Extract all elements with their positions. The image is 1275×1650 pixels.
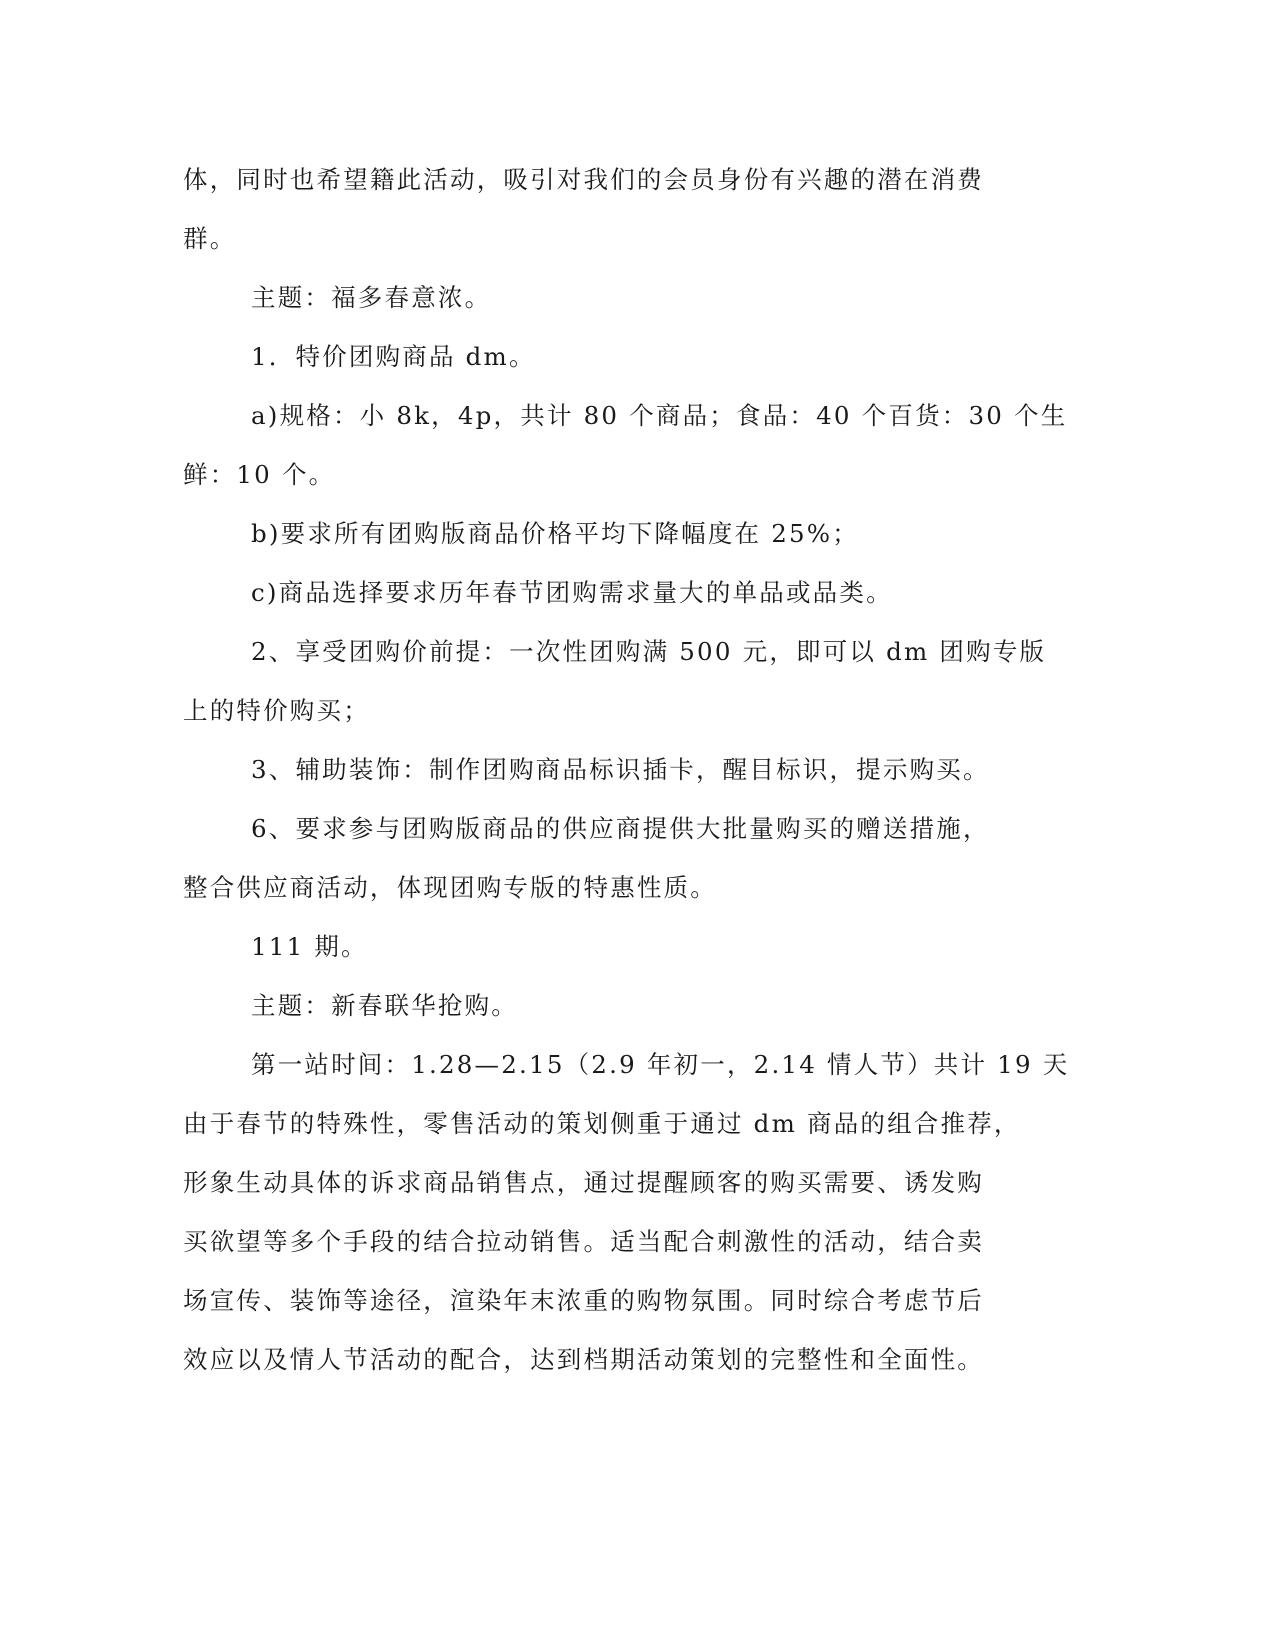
- schedule-line: 第一站时间：1.28—2.15（2.9 年初一，2.14 情人节）共计 19 天: [251, 1050, 1070, 1079]
- paragraph-line: 鲜：10 个。: [183, 460, 336, 489]
- list-item: a)规格：小 8k，4p，共计 80 个商品；食品：40 个百货：30 个生: [251, 401, 1068, 430]
- list-item: b)要求所有团购版商品价格平均下降幅度在 25%；: [251, 519, 859, 548]
- paragraph-line: 由于春节的特殊性，零售活动的策划侧重于通过 dm 商品的组合推荐，: [183, 1109, 1021, 1138]
- list-item: c)商品选择要求历年春节团购需求量大的单品或品类。: [251, 578, 893, 607]
- list-item: 3、辅助装饰：制作团购商品标识插卡，醒目标识，提示购买。: [251, 755, 990, 784]
- paragraph-line: 形象生动具体的诉求商品销售点，通过提醒顾客的购买需要、诱发购: [183, 1168, 984, 1197]
- paragraph-line: 群。: [183, 224, 237, 253]
- list-item: 1．特价团购商品 dm。: [251, 342, 536, 371]
- list-item: 2、享受团购价前提：一次性团购满 500 元，即可以 dm 团购专版: [251, 637, 1047, 666]
- paragraph-line: 买欲望等多个手段的结合拉动销售。适当配合刺激性的活动，结合卖: [183, 1227, 984, 1256]
- list-item: 6、要求参与团购版商品的供应商提供大批量购买的赠送措施，: [251, 814, 990, 843]
- paragraph-line: 体，同时也希望籍此活动，吸引对我们的会员身份有兴趣的潜在消费: [183, 165, 984, 194]
- paragraph-line: 效应以及情人节活动的配合，达到档期活动策划的完整性和全面性。: [183, 1345, 984, 1374]
- theme-heading: 主题：福多春意浓。: [251, 283, 492, 312]
- paragraph-line: 上的特价购买；: [183, 696, 370, 725]
- paragraph-line: 场宣传、装饰等途径，渲染年末浓重的购物氛围。同时综合考虑节后: [183, 1286, 984, 1315]
- theme-heading: 主题：新春联华抢购。: [251, 991, 518, 1020]
- issue-number: 111 期。: [251, 932, 368, 961]
- paragraph-line: 整合供应商活动，体现团购专版的特惠性质。: [183, 873, 717, 902]
